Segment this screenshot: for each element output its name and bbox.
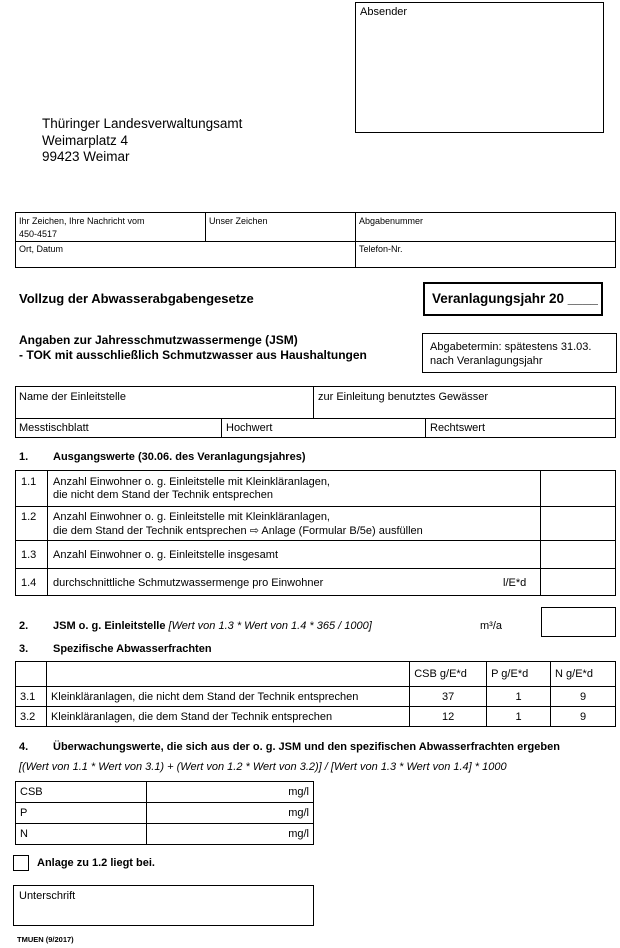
header-cell-p: P g/E*d <box>487 662 551 687</box>
sender-label: Absender <box>360 6 408 18</box>
row-label-line-1: durchschnittliche Schmutzwassermenge pro Einwohner <box>53 577 324 589</box>
section2-formula: [Wert von 1.3 * Wert von 1.4 * 365 / 1000] <box>168 620 372 632</box>
deadline-line-2: nach Veranlagungsjahr <box>430 355 543 367</box>
subtitle-line-1: Angaben zur Jahresschmutzwassermenge (JSM) <box>19 333 298 347</box>
parameter-value-input[interactable]: mg/l <box>147 782 314 803</box>
p-value: 1 <box>487 687 551 707</box>
row-number: 1.2 <box>21 511 37 523</box>
csb-value: 37 <box>410 687 487 707</box>
row-value-input[interactable] <box>541 507 615 540</box>
section2-unit: m³/a <box>480 620 502 632</box>
signature-label: Unterschrift <box>19 890 76 902</box>
deadline-line-1: Abgabetermin: spätestens 31.03. <box>430 341 592 353</box>
deadline-box <box>422 333 617 373</box>
rechtswert-label: Rechtswert <box>430 422 486 434</box>
subtitle <box>19 333 367 363</box>
row-label-line-2: die dem Stand der Technik entsprechen ⇨ Anlage (Formular B/5e) ausfüllen <box>53 525 423 537</box>
subtitle-line-2: - TOK mit ausschließlich Schmutzwasser aus Haushaltungen <box>19 348 367 362</box>
row-number: 1.4 <box>21 577 37 589</box>
parameter-label: CSB <box>16 782 147 803</box>
location-table <box>15 386 616 438</box>
parameter-label: N <box>16 824 147 845</box>
header-cell-n: N g/E*d <box>551 662 616 687</box>
table-row <box>16 782 314 803</box>
recipient-line-2: Weimarplatz 4 <box>42 132 129 148</box>
jsm-value-input[interactable] <box>541 607 616 637</box>
ihr-zeichen-label: Ihr Zeichen, Ihre Nachricht vom <box>19 216 145 226</box>
section1-number: 1. <box>19 451 29 463</box>
section3-title: Spezifische Abwasserfrachten <box>53 643 212 655</box>
row-number: 1.1 <box>21 476 37 488</box>
row-unit: l/E*d <box>503 577 527 589</box>
n-value: 9 <box>551 687 616 707</box>
p-value: 1 <box>487 707 551 727</box>
section3-table <box>15 661 616 727</box>
parameter-label: P <box>16 803 147 824</box>
year-label: Veranlagungsjahr 20 ____ <box>432 291 598 306</box>
year-box[interactable] <box>423 282 603 316</box>
row-value-input[interactable] <box>541 569 615 595</box>
unser-zeichen-label: Unser Zeichen <box>209 216 268 226</box>
ort-datum-label: Ort, Datum <box>19 244 64 254</box>
recipient-line-1: Thüringer Landesverwaltungsamt <box>42 116 243 131</box>
row-label: Kleinkläranlagen, die nicht dem Stand der Technik entsprechen <box>46 687 409 707</box>
recipient-address <box>42 116 242 166</box>
row-label-line-1: Anzahl Einwohner o. g. Einleitstelle mit Kleinkläranlagen, <box>53 511 330 523</box>
section1-table <box>15 470 616 596</box>
row-label-line-1: Anzahl Einwohner o. g. Einleitstelle mit Kleinkläranlagen, <box>53 476 330 488</box>
section4-title: Überwachungswerte, die sich aus der o. g. JSM und den spezifischen Abwasserfrachten ergeben <box>53 741 560 753</box>
reference-table <box>15 212 616 268</box>
section3-number: 3. <box>19 643 29 655</box>
parameter-value-input[interactable]: mg/l <box>147 824 314 845</box>
row-value-input[interactable] <box>541 471 615 506</box>
attachment-checkbox[interactable] <box>13 855 29 871</box>
table-row <box>16 803 314 824</box>
footer-form-id: TMUEN (9/2017) <box>17 935 74 944</box>
header-cell <box>46 662 409 687</box>
deadline-text <box>430 340 591 368</box>
csb-value: 12 <box>410 707 487 727</box>
sender-box[interactable] <box>355 2 604 133</box>
section4-formula: [(Wert von 1.1 * Wert von 3.1) + (Wert von 1.2 * Wert von 3.2)] / [Wert von 1.3 * Wert von 1.4] * 1000 <box>19 761 507 773</box>
page-title: Vollzug der Abwasserabgabengesetze <box>19 291 254 306</box>
section2-title: JSM o. g. Einleitstelle <box>53 620 166 632</box>
section4-number: 4. <box>19 741 29 753</box>
messtischblatt-label: Messtischblatt <box>19 422 89 434</box>
table-row <box>16 687 616 707</box>
signature-box[interactable] <box>13 885 314 926</box>
row-value-input[interactable] <box>541 541 615 568</box>
hochwert-label: Hochwert <box>226 422 273 434</box>
row-label: Kleinkläranlagen, die dem Stand der Technik entsprechen <box>46 707 409 727</box>
abgabenummer-label: Abgabenummer <box>359 216 424 226</box>
ihr-zeichen-value[interactable]: 450-4517 <box>19 229 58 239</box>
n-value: 9 <box>551 707 616 727</box>
section2-number: 2. <box>19 620 29 632</box>
recipient-line-3: 99423 Weimar <box>42 149 130 164</box>
table-row <box>16 707 616 727</box>
gewaesser-label: zur Einleitung benutztes Gewässer <box>318 391 488 403</box>
section1-title: Ausgangswerte (30.06. des Veranlagungsjahres) <box>53 451 306 463</box>
row-number: 3.2 <box>16 707 47 727</box>
row-number: 1.3 <box>21 549 37 561</box>
attachment-checkbox-label: Anlage zu 1.2 liegt bei. <box>37 857 155 869</box>
header-cell-csb: CSB g/E*d <box>410 662 487 687</box>
telefon-label: Telefon-Nr. <box>359 244 403 254</box>
section3-header-row <box>16 662 616 687</box>
parameter-value-input[interactable]: mg/l <box>147 803 314 824</box>
section2-heading <box>53 620 372 632</box>
row-label-line-1: Anzahl Einwohner o. g. Einleitstelle insgesamt <box>53 549 279 561</box>
row-label-line-2: die nicht dem Stand der Technik entsprechen <box>53 489 273 501</box>
einleitstelle-name-label: Name der Einleitstelle <box>19 391 126 403</box>
row-number: 3.1 <box>16 687 47 707</box>
header-cell <box>16 662 47 687</box>
section4-table <box>15 781 314 845</box>
table-row <box>16 824 314 845</box>
